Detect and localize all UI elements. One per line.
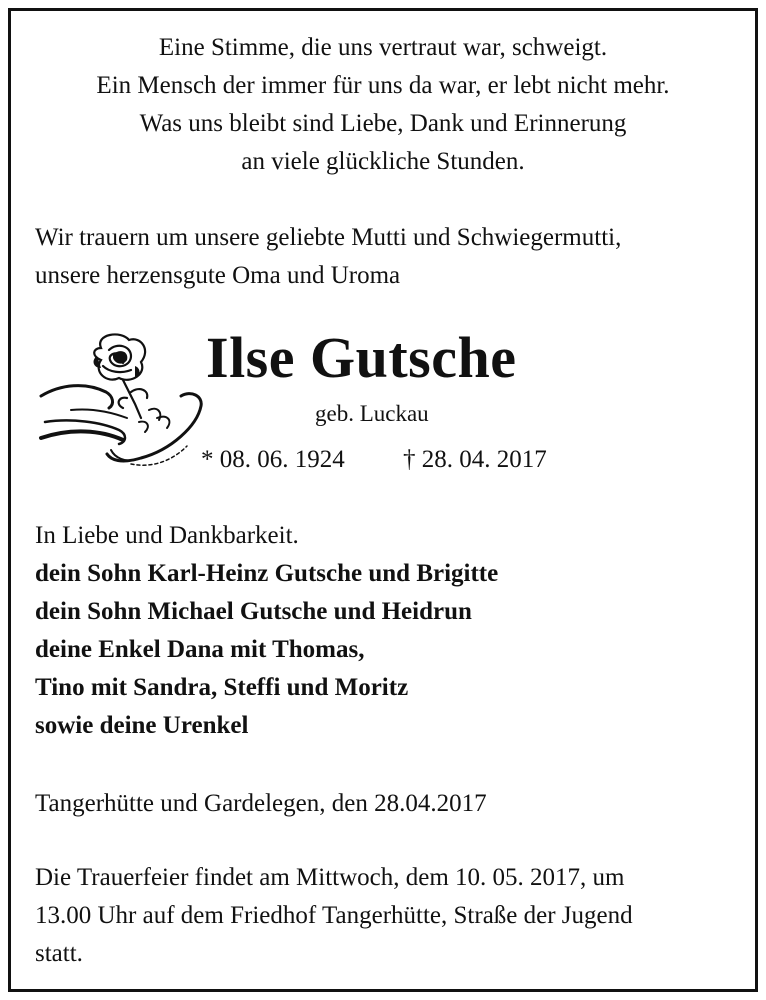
mourner-line-5: sowie deine Urenkel: [35, 712, 249, 739]
mourner-line-2: dein Sohn Michael Gutsche und Heidrun: [35, 598, 472, 625]
birth-date: * 08. 06. 1924: [201, 446, 345, 473]
funeral-line-2: 13.00 Uhr auf dem Friedhof Tangerhütte, Straße der Jugend: [35, 902, 633, 929]
obituary-notice: [8, 8, 758, 992]
maiden-name: geb. Luckau: [315, 401, 429, 426]
funeral-line-1: Die Trauerfeier findet am Mittwoch, dem 10. 05. 2017, um: [35, 864, 625, 891]
mourner-line-4: Tino mit Sandra, Steffi und Moritz: [35, 674, 409, 701]
poem-line-3: Was uns bleibt sind Liebe, Dank und Erinnerung: [139, 110, 627, 137]
funeral-line-3: statt.: [35, 940, 83, 967]
intro-line-2: unsere herzensgute Oma und Uroma: [35, 262, 401, 289]
death-date: † 28. 04. 2017: [403, 446, 547, 473]
deceased-name: Ilse Gutsche: [206, 325, 517, 390]
intro-line-1: Wir trauern um unsere geliebte Mutti und Schwiegermutti,: [35, 224, 622, 251]
closing-line: In Liebe und Dankbarkeit.: [35, 522, 299, 549]
mourner-line-3: deine Enkel Dana mit Thomas,: [35, 636, 365, 663]
poem-line-1: Eine Stimme, die uns vertraut war, schweigt.: [158, 34, 608, 61]
poem-line-2: Ein Mensch der immer für uns da war, er lebt nicht mehr.: [96, 72, 670, 99]
place-date: Tangerhütte und Gardelegen, den 28.04.2017: [35, 790, 487, 817]
mourner-line-1: dein Sohn Karl-Heinz Gutsche und Brigitte: [35, 560, 499, 587]
poem-line-4: an viele glückliche Stunden.: [241, 148, 525, 175]
hands-holding-rose-icon: [31, 326, 211, 476]
